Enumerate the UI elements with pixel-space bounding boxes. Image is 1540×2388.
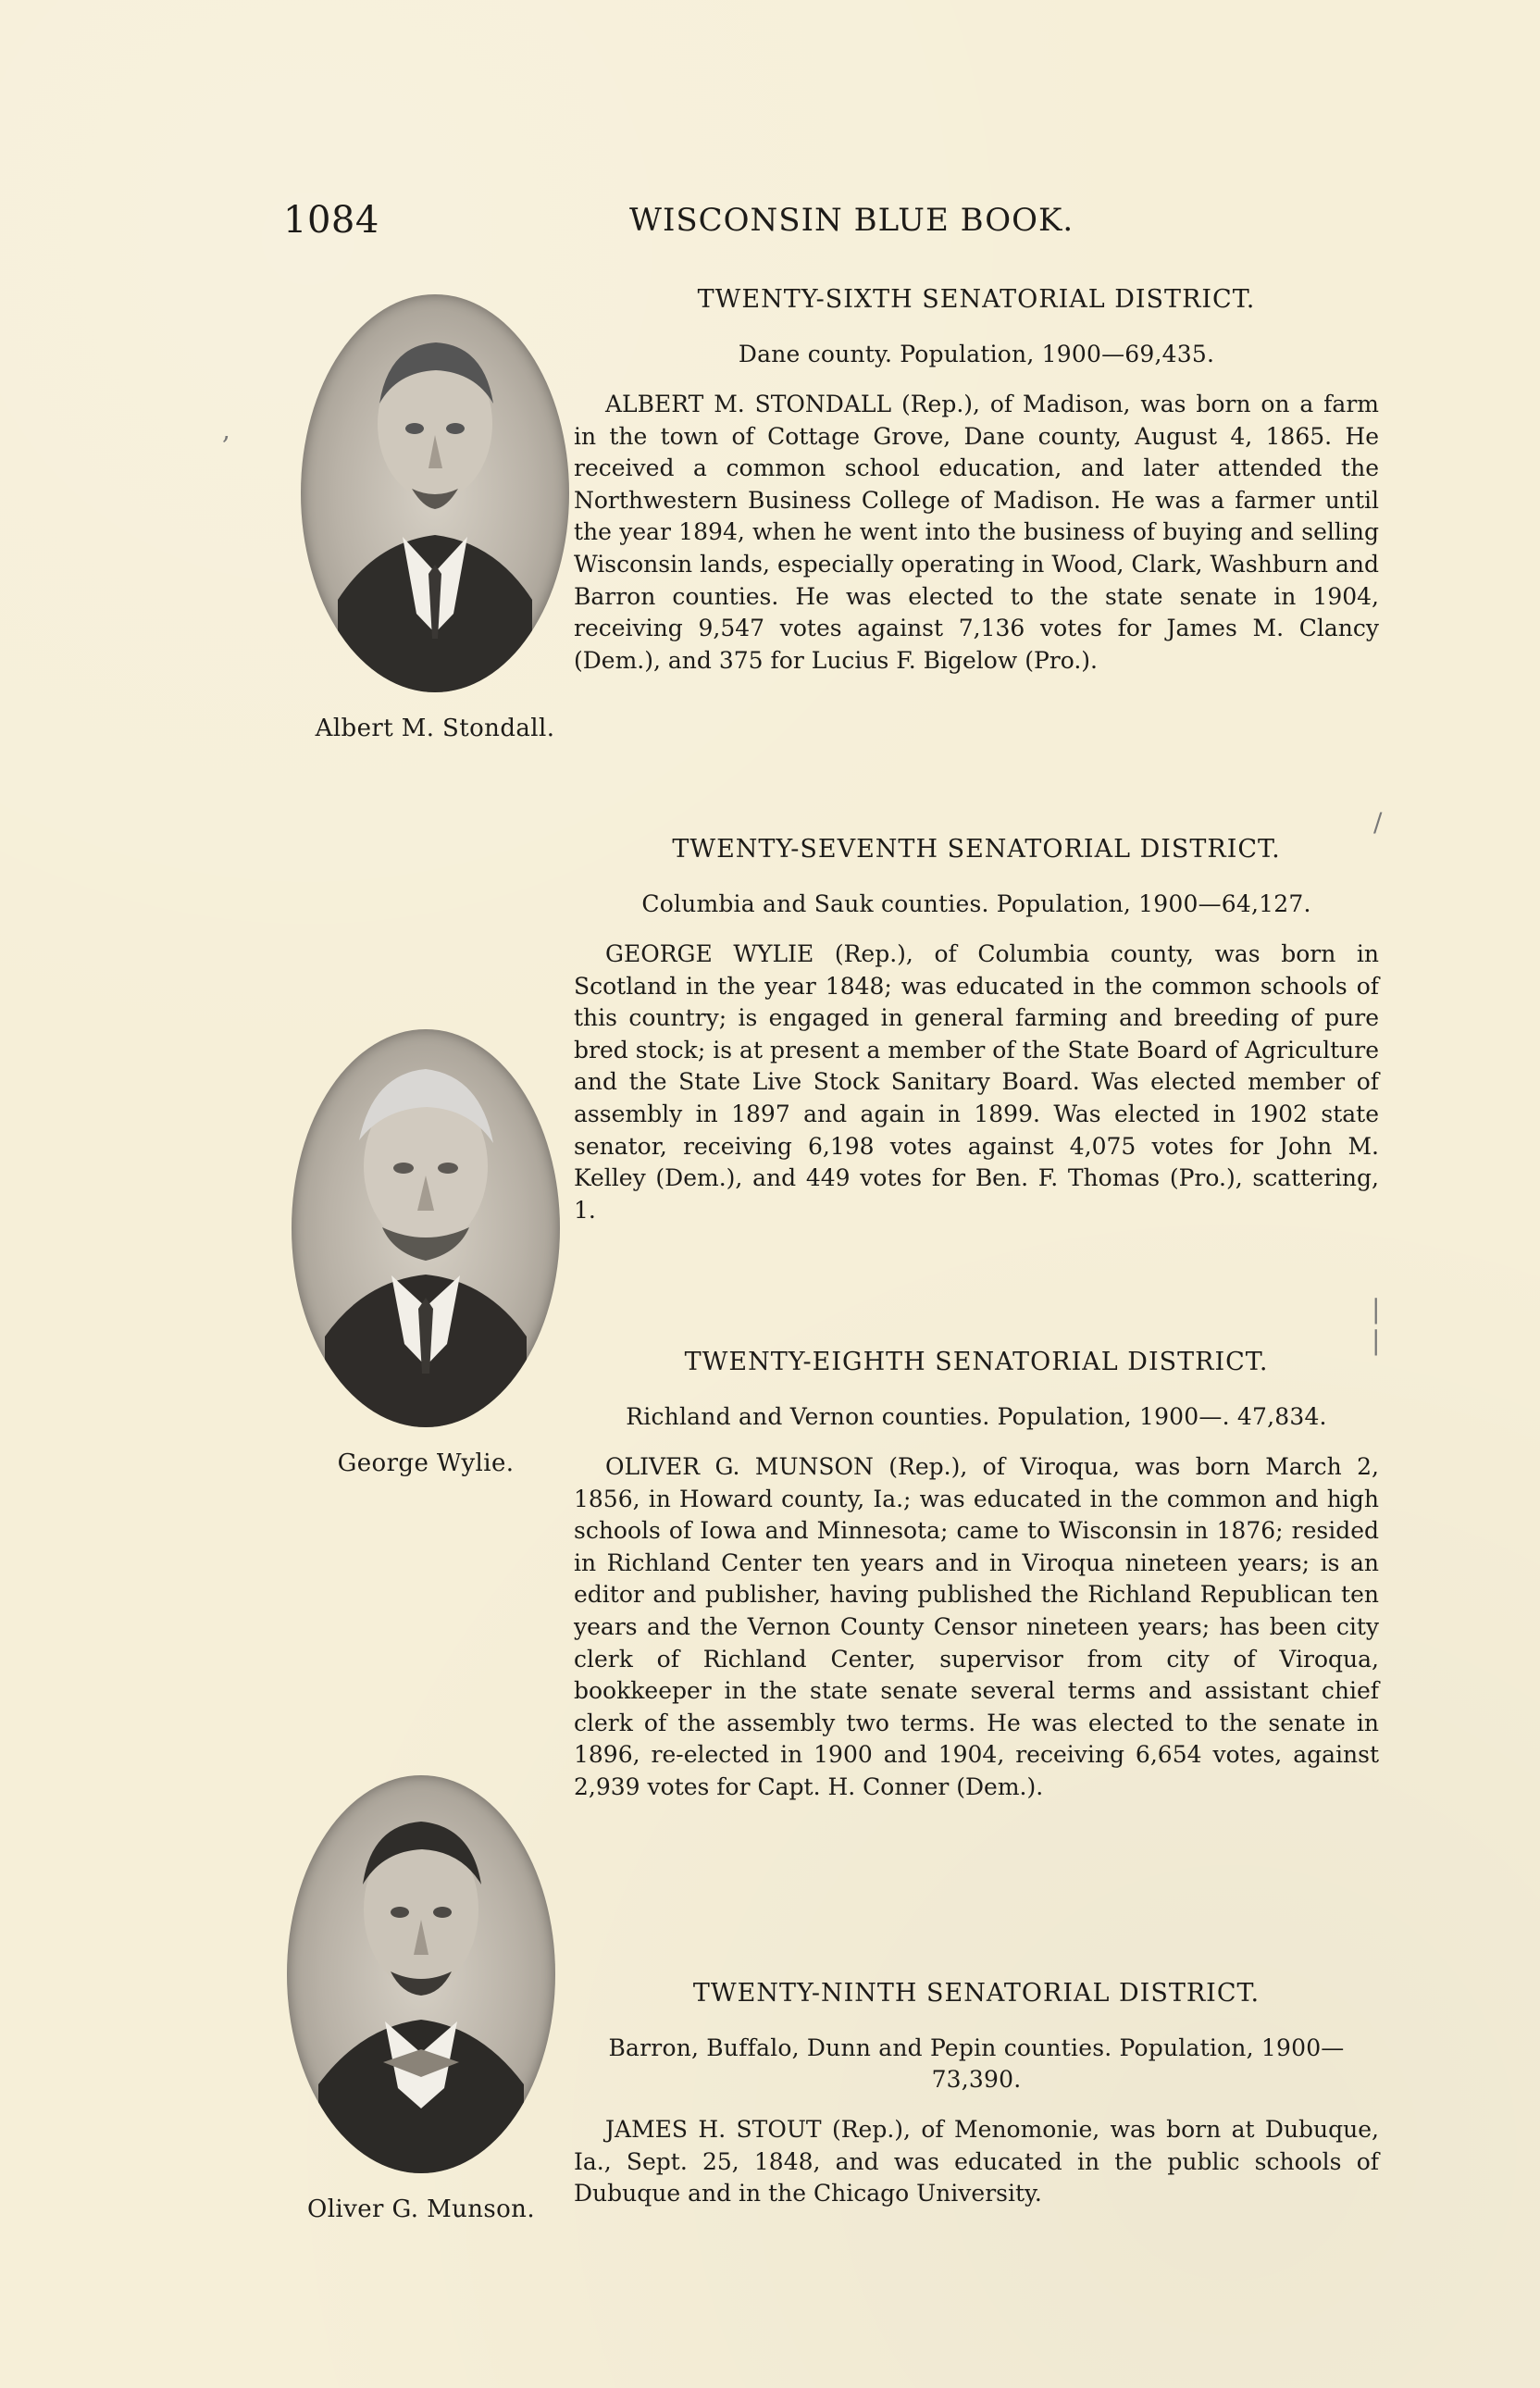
portrait-george-wylie — [287, 1029, 565, 1479]
margin-mark: / — [1373, 807, 1383, 838]
section-twenty-eighth-district — [574, 1346, 1379, 1804]
portrait-caption: George Wylie. — [337, 1449, 515, 1477]
portrait-illustration — [301, 294, 569, 692]
section-twenty-sixth-district — [574, 283, 1379, 677]
section-subhead: Columbia and Sauk counties. Population, 1900—64,127. — [641, 890, 1311, 917]
margin-mark: | — [1372, 1294, 1381, 1325]
section-twenty-seventh-district — [574, 833, 1379, 1226]
section-body: GEORGE WYLIE (Rep.), of Columbia county, was born in Scotland in the year 1848; was educated in the common schools of this country; is engaged in general farming and breeding of pure bred stock; is at present a member of the State Board of Agriculture and the State Live Stock Sanitary Board. Was elected member of assembly in 1897 and again in 1899. Was elected in 1902 state senator, receiving 6,198 votes against 4,075 votes for John M. Kelley (Dem.), and 449 votes for Ben. F. Thomas (Pro.), scattering, 1. — [574, 940, 1379, 1224]
section-body: ALBERT M. STONDALL (Rep.), of Madison, was born on a farm in the town of Cottage Grove, Dane county, August 4, 1865. He received a common school education, and later attended the Northwestern Business College of Madison. He was a farmer until the year 1894, when he went into the business of buying and selling Wisconsin lands, especially operating in Wood, Clark, Washburn and Barron counties. He was elected to the state senate in 1904, receiving 9,547 votes against 7,136 votes for James M. Clancy (Dem.), and 375 for Lucius F. Bigelow (Pro.). — [574, 391, 1379, 674]
section-heading: TWENTY-EIGHTH SENATORIAL DISTRICT. — [684, 1348, 1269, 1376]
portrait-caption: Albert M. Stondall. — [315, 715, 555, 742]
portrait-caption: Oliver G. Munson. — [306, 2195, 535, 2223]
book-title: WISCONSIN BLUE BOOK. — [629, 202, 1074, 239]
portrait-image — [301, 294, 569, 692]
portrait-albert-stondall — [296, 294, 574, 744]
section-heading: TWENTY-SIXTH SENATORIAL DISTRICT. — [697, 285, 1256, 314]
section-subhead: Richland and Vernon counties. Population, 1900—. 47,834. — [626, 1403, 1327, 1430]
portrait-image — [292, 1029, 560, 1427]
margin-mark: , — [222, 415, 230, 445]
section-heading: TWENTY-NINTH SENATORIAL DISTRICT. — [692, 1979, 1261, 2008]
running-head — [0, 198, 1540, 254]
section-subhead: Barron, Buffalo, Dunn and Pepin counties. Population, 1900—73,390. — [608, 2034, 1345, 2093]
section-subhead: Dane county. Population, 1900—69,435. — [738, 341, 1215, 367]
portrait-image — [287, 1775, 555, 2173]
section-twenty-ninth-district — [574, 1977, 1379, 2210]
section-body: OLIVER G. MUNSON (Rep.), of Viroqua, was born March 2, 1856, in Howard county, Ia.; was educated in the common and high schools of Iowa and Minnesota; came to Wisconsin in 1876; resided in Richland Center ten years and in Viroqua nineteen years; is an editor and publisher, having published the Richland Republican ten years and the Vernon County Censor nineteen years; has been city clerk of Richland Center, supervisor from city of Viroqua, bookkeeper in the state senate several terms and assistant chief clerk of the assembly two terms. He was elected to the senate in 1896, re-elected in 1900 and 1904, receiving 6,654 votes, against 2,939 votes for Capt. H. Conner (Dem.). — [574, 1453, 1379, 1800]
section-heading: TWENTY-SEVENTH SENATORIAL DISTRICT. — [672, 835, 1281, 864]
portrait-oliver-munson — [282, 1775, 560, 2225]
portrait-illustration — [287, 1775, 555, 2173]
margin-mark: | — [1372, 1325, 1381, 1356]
section-body: JAMES H. STOUT (Rep.), of Menomonie, was born at Dubuque, Ia., Sept. 25, 1848, and was educated in the public schools of Dubuque and in the Chicago University. — [574, 2116, 1379, 2208]
page-number: 1084 — [283, 199, 379, 242]
portrait-illustration — [292, 1029, 560, 1427]
